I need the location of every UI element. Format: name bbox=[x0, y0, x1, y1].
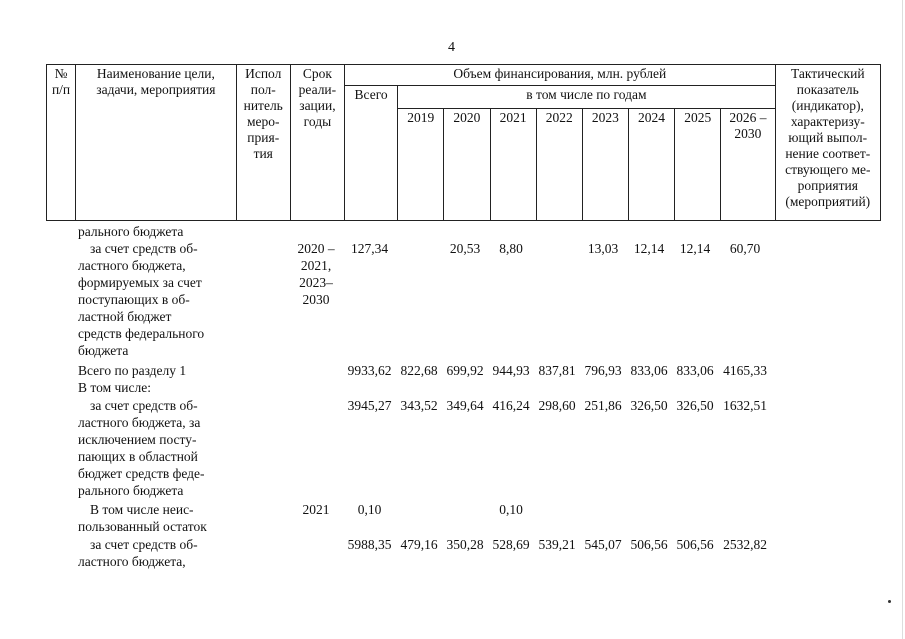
header-year: 2023 bbox=[582, 109, 628, 221]
value-2023: 251,86 bbox=[584, 398, 622, 413]
value-2026-2030: 60,70 bbox=[729, 241, 761, 256]
value-2023: 796,93 bbox=[584, 363, 622, 378]
value-2024: 12,14 bbox=[633, 241, 665, 256]
value-2025: 506,56 bbox=[676, 537, 714, 552]
header-indicator: Тактический показатель (индикатор), характеризу- ющий выпол- нение соответ- ствующего ме- роприятия (мероприятий) bbox=[775, 65, 880, 221]
header-year: 2019 bbox=[398, 109, 444, 221]
value-2021: 528,69 bbox=[492, 537, 530, 552]
header-total: Всего bbox=[345, 86, 398, 221]
value-2025: 12,14 bbox=[679, 241, 711, 256]
header-term: Срок реали- зации, годы bbox=[290, 65, 344, 221]
value-2021: 416,24 bbox=[492, 398, 530, 413]
header-year: 2025 bbox=[675, 109, 721, 221]
row-description: В том числе: bbox=[78, 380, 151, 395]
value-2021: 8,80 bbox=[499, 241, 523, 256]
page-number: 4 bbox=[448, 40, 455, 55]
value-2020: 20,53 bbox=[449, 241, 481, 256]
value-2024: 326,50 bbox=[630, 398, 668, 413]
header-by-years: в том числе по годам bbox=[398, 86, 775, 109]
row-term: 2021 bbox=[302, 502, 330, 517]
value-2025: 833,06 bbox=[676, 363, 714, 378]
value-2020: 699,92 bbox=[446, 363, 484, 378]
value-2020: 349,64 bbox=[446, 398, 484, 413]
header-year: 2020 bbox=[444, 109, 490, 221]
value-2021: 944,93 bbox=[492, 363, 530, 378]
scan-speck bbox=[888, 600, 891, 603]
header-name: Наименование цели, задачи, мероприятия bbox=[76, 65, 237, 221]
header-executor: Испол пол- нитель меро- прия- тия bbox=[236, 65, 290, 221]
row-description: за счет средств об- bbox=[90, 241, 198, 256]
value-2019: 479,16 bbox=[400, 537, 438, 552]
value-2019: 822,68 bbox=[400, 363, 438, 378]
header-year: 2026 – 2030 bbox=[721, 109, 775, 221]
value-2022: 298,60 bbox=[538, 398, 576, 413]
header-funding: Объем финансирования, млн. рублей bbox=[345, 65, 776, 86]
value-2026-2030: 4165,33 bbox=[723, 363, 767, 378]
value-total: 0,10 bbox=[357, 502, 382, 517]
row-description: Всего по разделу 1 bbox=[78, 363, 187, 378]
value-2021: 0,10 bbox=[499, 502, 523, 517]
value-2022: 837,81 bbox=[538, 363, 576, 378]
value-2022: 539,21 bbox=[538, 537, 576, 552]
row-description: ластного бюджета, за исключением посту- пающих в областной бюджет средств феде- рального бюджета bbox=[78, 415, 205, 498]
value-total: 5988,35 bbox=[347, 537, 392, 552]
row-term: 2020 – 2021, 2023– 2030 bbox=[297, 241, 335, 307]
header-year: 2021 bbox=[490, 109, 536, 221]
row-description: за счет средств об- bbox=[90, 398, 198, 413]
header-table bbox=[46, 64, 881, 221]
value-total: 127,34 bbox=[350, 241, 389, 256]
row-description: ластного бюджета, формируемых за счет поступающих в об- ластной бюджет средств федерального бюджета bbox=[78, 258, 205, 358]
value-2026-2030: 2532,82 bbox=[723, 537, 767, 552]
header-year: 2024 bbox=[628, 109, 674, 221]
value-2025: 326,50 bbox=[676, 398, 714, 413]
value-total: 9933,62 bbox=[347, 363, 392, 378]
row-description: за счет средств об- bbox=[90, 537, 198, 552]
value-2019: 343,52 bbox=[400, 398, 438, 413]
value-2020: 350,28 bbox=[446, 537, 484, 552]
value-2023: 13,03 bbox=[587, 241, 619, 256]
value-2024: 833,06 bbox=[630, 363, 668, 378]
value-2026-2030: 1632,51 bbox=[723, 398, 767, 413]
row-description: рального бюджета bbox=[78, 224, 184, 239]
row-description: В том числе неис- bbox=[90, 502, 194, 517]
header-year: 2022 bbox=[536, 109, 582, 221]
scan-edge bbox=[902, 0, 903, 639]
row-description: пользованный остаток bbox=[78, 519, 207, 534]
row-description: ластного бюджета, bbox=[78, 554, 186, 569]
value-2023: 545,07 bbox=[584, 537, 622, 552]
value-2024: 506,56 bbox=[630, 537, 668, 552]
header-num: № п/п bbox=[47, 65, 76, 221]
value-total: 3945,27 bbox=[347, 398, 392, 413]
